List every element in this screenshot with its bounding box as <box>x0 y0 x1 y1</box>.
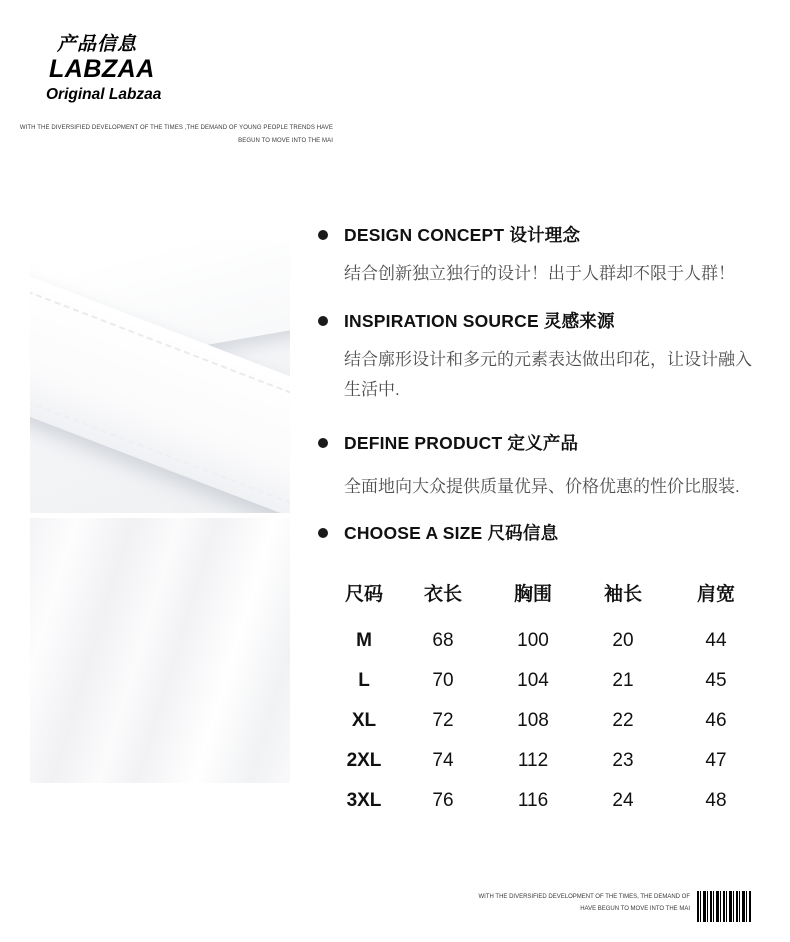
section-body-line: 全面地向大众提供质量优异、价格优惠的性价比服装. <box>344 477 740 496</box>
table-row <box>330 701 764 741</box>
table-row <box>330 741 764 781</box>
table-cell: XL <box>351 710 377 731</box>
section-body-line: 结合创新独立独行的设计！出于人群却不限于人群！ <box>344 264 735 283</box>
section-choose-size <box>318 520 758 545</box>
stitch-line <box>30 373 290 513</box>
table-cell: 74 <box>432 750 454 771</box>
table-header-cell: 袖长 <box>603 584 642 605</box>
table-cell: 112 <box>517 750 549 771</box>
table-cell: 3XL <box>346 790 382 811</box>
bullet-dot-icon <box>318 528 328 538</box>
brand-name: LABZAA <box>49 55 155 83</box>
product-photo-hem <box>30 240 290 513</box>
bullet-dot-icon <box>318 230 328 240</box>
barcode-icon <box>697 891 751 922</box>
table-cell: L <box>358 670 370 691</box>
table-cell: 2XL <box>346 750 382 771</box>
bullet-dot-icon <box>318 316 328 326</box>
section-design-concept <box>318 222 758 289</box>
table-header-cell: 衣长 <box>423 584 462 605</box>
table-cell: 24 <box>612 790 634 811</box>
table-cell: M <box>356 630 372 651</box>
table-row <box>330 781 764 821</box>
table-cell: 104 <box>517 670 549 691</box>
section-inspiration-source <box>318 308 758 405</box>
table-cell: 23 <box>612 750 634 771</box>
footer-tagline-line-1: WITH THE DIVERSIFIED DEVELOPMENT OF THE TIMES, THE DEMAND OF <box>478 894 690 900</box>
table-cell: 47 <box>705 750 727 771</box>
brand-subtitle: Original Labzaa <box>46 86 162 103</box>
header-tagline-line-2: BEGUN TO MOVE INTO THE MAI <box>238 137 333 144</box>
header-tagline <box>3 122 333 147</box>
header-tagline-line-1: WITH THE DIVERSIFIED DEVELOPMENT OF THE TIMES ,THE DEMAND OF YOUNG PEOPLE TRENDS HAVE <box>19 125 333 131</box>
size-table-header <box>330 582 764 608</box>
section-body-line: 结合廓形设计和多元的元素表达做出印花，让设计融入 <box>344 350 752 369</box>
table-cell: 70 <box>432 670 454 691</box>
table-cell: 20 <box>612 630 634 651</box>
section-heading: INSPIRATION SOURCE 灵感来源 <box>344 311 615 331</box>
table-cell: 100 <box>517 630 549 651</box>
table-cell: 68 <box>432 630 454 651</box>
section-heading: DEFINE PRODUCT 定义产品 <box>344 433 579 453</box>
table-cell: 44 <box>705 630 727 651</box>
footer-tagline-line-2: HAVE BEGUN TO MOVE INTO THE MAI <box>580 906 690 912</box>
table-cell: 72 <box>432 710 454 731</box>
section-heading: CHOOSE A SIZE 尺码信息 <box>344 523 559 543</box>
table-cell: 76 <box>432 790 454 811</box>
table-header-cell: 胸围 <box>513 584 552 605</box>
section-define-product <box>318 430 758 502</box>
table-header-cell: 尺码 <box>344 584 383 605</box>
size-table <box>330 582 764 821</box>
brand-header <box>46 33 161 104</box>
table-header-cell: 肩宽 <box>696 584 735 605</box>
table-cell: 108 <box>517 710 549 731</box>
table-cell: 46 <box>705 710 727 731</box>
table-cell: 116 <box>517 790 549 811</box>
page-title: 产品信息 <box>57 34 138 55</box>
footer-tagline <box>390 891 690 915</box>
table-cell: 22 <box>612 710 634 731</box>
size-table-body <box>330 621 764 821</box>
section-heading: DESIGN CONCEPT 设计理念 <box>344 225 581 245</box>
table-row <box>330 661 764 701</box>
table-cell: 21 <box>612 670 634 691</box>
table-cell: 48 <box>705 790 727 811</box>
table-cell: 45 <box>705 670 727 691</box>
section-body-line: 生活中. <box>344 380 400 399</box>
bullet-dot-icon <box>318 438 328 448</box>
table-row <box>330 621 764 661</box>
product-photo-fabric <box>30 518 290 783</box>
